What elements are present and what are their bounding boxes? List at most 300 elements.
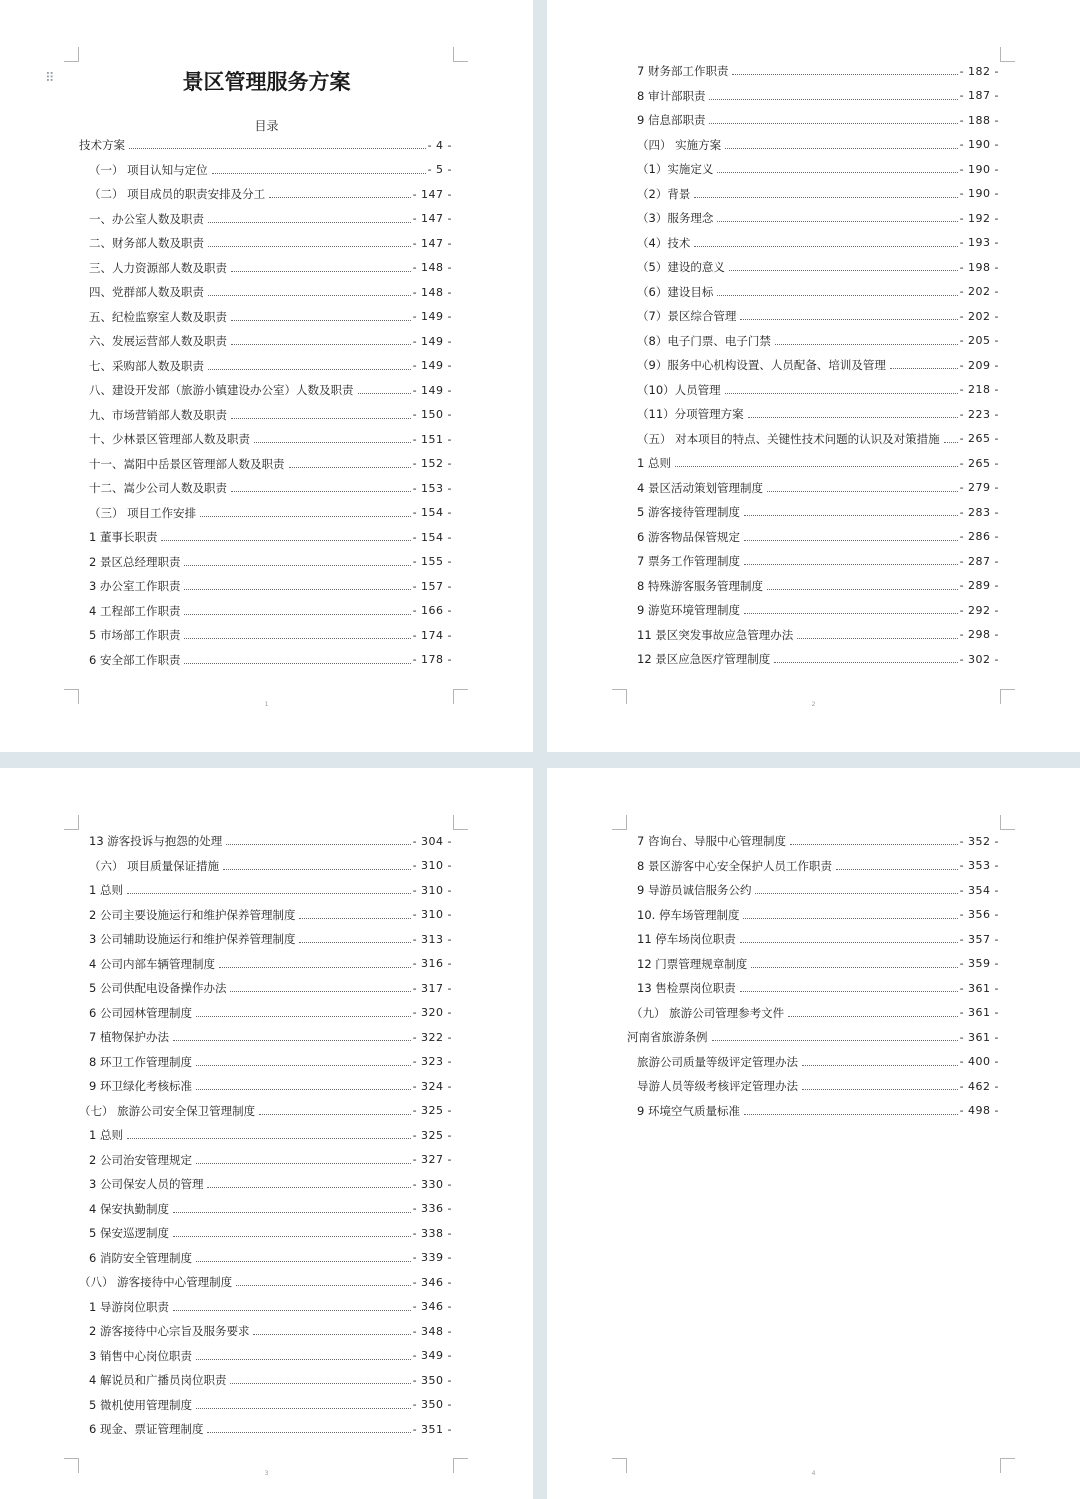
toc-entry-title: 4 保安执勤制度: [89, 1201, 169, 1216]
toc-dot-leader: [712, 1039, 958, 1041]
page-number: 3: [264, 1470, 269, 1477]
toc-entry-page: - 265 -: [959, 432, 999, 445]
toc-entry-page: - 187 -: [959, 89, 999, 102]
toc-entry[interactable]: [637, 624, 999, 646]
toc-entry-page: - 265 -: [959, 456, 999, 470]
toc-entry-page: - 178 -: [412, 653, 452, 666]
toc-entry[interactable]: [89, 600, 452, 622]
toc-entry-title: （9）服务中心机构设置、人员配备、培训及管理: [637, 358, 886, 372]
toc-entry-page: - 349 -: [412, 1349, 452, 1362]
toc-entry-title: 8 审计部职责: [637, 88, 706, 103]
toc-entry[interactable]: [89, 928, 452, 950]
toc-entry-page: - 353 -: [959, 859, 999, 872]
toc-entry[interactable]: [637, 904, 999, 926]
toc-dot-leader: [774, 661, 957, 663]
toc-entry[interactable]: [89, 1296, 452, 1318]
toc-entry-title: （三） 项目工作安排: [89, 505, 197, 520]
toc-entry-title: （7）景区综合管理: [637, 309, 737, 323]
margin-corner-mark: [612, 815, 627, 830]
toc-dot-leader: [717, 220, 957, 222]
toc-entry-title: 3 公司辅助设施运行和维护保养管理制度: [89, 932, 296, 946]
toc-entry[interactable]: [637, 1051, 999, 1073]
toc-entry[interactable]: [89, 830, 452, 852]
toc-dot-leader: [196, 1162, 411, 1164]
toc-entry[interactable]: [89, 1345, 452, 1367]
toc-entry[interactable]: [637, 648, 999, 670]
toc-dot-leader: [802, 1064, 958, 1066]
toc-entry[interactable]: [89, 649, 452, 671]
toc-dot-leader: [740, 990, 958, 992]
toc-entry-page: - 327 -: [412, 1153, 452, 1166]
margin-corner-mark: [1000, 815, 1015, 830]
toc-entry-page: - 287 -: [959, 554, 999, 568]
toc-entry-page: - 283 -: [959, 505, 999, 519]
toc-entry[interactable]: [89, 477, 452, 499]
toc-entry[interactable]: [637, 403, 999, 425]
toc-entry[interactable]: [89, 330, 452, 352]
toc-entry-title: （五） 对本项目的特点、关键性技术问题的认识及对策措施: [637, 431, 940, 446]
toc-entry-page: - 302 -: [959, 652, 999, 666]
toc-entry-title: 1 总则: [89, 883, 123, 897]
toc-entry-title: 1 总则: [89, 1128, 123, 1142]
toc-entry-title: 9 环卫绿化考核标准: [89, 1079, 192, 1093]
toc-entry-title: 7 票务工作管理制度: [637, 554, 740, 568]
toc-entry[interactable]: [637, 526, 999, 548]
toc-entry-title: 6 游客物品保管规定: [637, 529, 740, 544]
toc-entry-title: 4 公司内部车辆管理制度: [89, 956, 215, 971]
toc-dot-leader: [231, 490, 411, 492]
toc-entry-page: - 279 -: [959, 481, 999, 494]
toc-dot-leader: [743, 917, 957, 919]
toc-dot-leader: [208, 368, 411, 370]
document-page-2: [547, 0, 1080, 752]
toc-entry-title: （2）背景: [637, 186, 691, 201]
toc-dot-leader: [744, 539, 958, 541]
toc-entry-title: （九） 旅游公司管理参考文件: [631, 1005, 785, 1020]
toc-entry-page: - 154 -: [412, 530, 452, 544]
toc-entry[interactable]: [89, 404, 452, 426]
toc-dot-leader: [694, 196, 957, 198]
toc-dot-leader: [230, 1382, 410, 1384]
toc-entry-page: - 352 -: [959, 834, 999, 848]
toc-entry-page: - 149 -: [412, 310, 452, 323]
toc-entry[interactable]: [89, 1418, 452, 1440]
toc-dot-leader: [208, 294, 411, 296]
toc-entry[interactable]: [89, 526, 452, 548]
toc-entry[interactable]: [89, 232, 452, 254]
toc-entry[interactable]: [631, 1002, 999, 1024]
drag-handle-icon[interactable]: ⠿: [45, 71, 54, 86]
toc-entry-title: （一） 项目认知与定位: [89, 162, 208, 177]
toc-entry-page: - 325 -: [412, 1128, 452, 1142]
toc-entry-page: - 336 -: [412, 1202, 452, 1215]
toc-entry-title: （二） 项目成员的职责安排及分工: [89, 187, 266, 201]
toc-entry-title: 12 景区应急医疗管理制度: [637, 652, 771, 666]
toc-entry[interactable]: [89, 575, 452, 597]
toc-entry-page: - 348 -: [412, 1324, 452, 1338]
toc-entry[interactable]: [89, 1149, 452, 1171]
toc-entry[interactable]: [89, 1369, 452, 1391]
toc-entry[interactable]: [89, 183, 452, 205]
toc-entry-page: - 498 -: [959, 1104, 999, 1117]
toc-dot-leader: [236, 1284, 410, 1286]
toc-entry-page: - 182 -: [959, 64, 999, 78]
toc-entry-title: 2 景区总经理职责: [89, 554, 181, 569]
toc-entry-page: - 354 -: [959, 883, 999, 897]
toc-dot-leader: [694, 245, 957, 247]
toc-entry[interactable]: [637, 928, 999, 950]
toc-entry-page: - 361 -: [959, 1030, 999, 1044]
toc-entry-title: 4 解说员和广播员岗位职责: [89, 1373, 227, 1387]
toc-entry[interactable]: [637, 855, 999, 877]
toc-entry-title: 河南省旅游条例: [627, 1030, 708, 1044]
toc-dot-leader: [732, 73, 957, 75]
toc-entry[interactable]: [89, 355, 452, 377]
toc-dot-leader: [725, 147, 957, 149]
toc-entry-title: 11 停车场岗位职责: [637, 932, 736, 946]
toc-entry-page: - 205 -: [959, 334, 999, 347]
toc-entry-page: - 324 -: [412, 1079, 452, 1093]
toc-entry[interactable]: [637, 183, 999, 205]
toc-entry[interactable]: [637, 1100, 999, 1122]
toc-entry[interactable]: [89, 1198, 452, 1220]
toc-entry[interactable]: [89, 379, 452, 401]
toc-dot-leader: [944, 441, 958, 443]
toc-entry-page: - 304 -: [412, 834, 452, 848]
toc-entry-page: - 198 -: [959, 260, 999, 274]
toc-entry[interactable]: [637, 207, 999, 229]
toc-entry-page: - 174 -: [412, 628, 452, 642]
toc-entry-page: - 209 -: [959, 358, 999, 372]
toc-entry[interactable]: [637, 232, 999, 254]
toc-entry[interactable]: [89, 208, 452, 230]
toc-entry-page: - 286 -: [959, 530, 999, 543]
toc-entry[interactable]: [89, 953, 452, 975]
toc-entry-page: - 149 -: [412, 383, 452, 397]
toc-dot-leader: [744, 1113, 958, 1115]
toc-entry-title: 9 导游员诚信服务公约: [637, 883, 752, 897]
toc-dot-leader: [200, 515, 410, 517]
toc-entry[interactable]: [89, 453, 452, 475]
toc-dot-leader: [208, 221, 411, 223]
toc-entry[interactable]: [637, 477, 999, 499]
toc-entry-title: 六、发展运营部人数及职责: [89, 334, 227, 348]
toc-entry-page: - 152 -: [412, 457, 452, 470]
toc-entry[interactable]: [89, 428, 452, 450]
toc-dot-leader: [890, 367, 958, 369]
toc-entry-page: - 361 -: [959, 1006, 999, 1019]
toc-entry-page: - 149 -: [412, 334, 452, 348]
toc-dot-leader: [184, 564, 410, 566]
toc-entry-title: 2 游客接待中心宗旨及服务要求: [89, 1324, 250, 1338]
toc-dot-leader: [740, 318, 957, 320]
toc-entry-page: - 153 -: [412, 481, 452, 495]
toc-entry-page: - 359 -: [959, 957, 999, 970]
toc-entry-page: - 292 -: [959, 603, 999, 617]
toc-entry[interactable]: [89, 879, 452, 901]
toc-dot-leader: [748, 416, 958, 418]
toc-dot-leader: [173, 1309, 411, 1311]
toc-entry[interactable]: [89, 1051, 452, 1073]
toc-entry-page: - 166 -: [412, 604, 452, 617]
toc-dot-leader: [127, 892, 411, 894]
toc-entry[interactable]: [637, 452, 999, 474]
toc-entry[interactable]: [637, 977, 999, 999]
toc-entry-page: - 339 -: [412, 1251, 452, 1264]
toc-dot-leader: [208, 245, 411, 247]
toc-entry-title: 1 董事长职责: [89, 530, 158, 544]
toc-entry-page: - 356 -: [959, 908, 999, 921]
toc-entry[interactable]: [637, 330, 999, 352]
margin-corner-mark: [453, 815, 468, 830]
toc-entry-page: - 188 -: [959, 113, 999, 127]
toc-entry-title: 3 公司保安人员的管理: [89, 1177, 204, 1191]
toc-entry[interactable]: [89, 1002, 452, 1024]
toc-dot-leader: [173, 1235, 411, 1237]
toc-entry-title: 5 保安巡逻制度: [89, 1226, 169, 1240]
toc-entry[interactable]: [89, 977, 452, 999]
toc-dot-leader: [173, 1211, 411, 1213]
toc-entry[interactable]: [79, 134, 452, 156]
toc-entry-page: - 151 -: [412, 432, 452, 446]
toc-entry-page: - 202 -: [959, 285, 999, 298]
toc-dot-leader: [184, 662, 410, 664]
toc-entry-title: 4 工程部工作职责: [89, 603, 181, 618]
toc-entry-page: - 202 -: [959, 309, 999, 323]
toc-dot-leader: [196, 1088, 411, 1090]
toc-entry[interactable]: [89, 624, 452, 646]
toc-entry-title: 5 微机使用管理制度: [89, 1397, 192, 1412]
toc-entry-title: 一、办公室人数及职责: [89, 211, 204, 226]
toc-entry-page: - 351 -: [412, 1422, 452, 1436]
toc-entry-title: 7 植物保护办法: [89, 1030, 169, 1044]
toc-entry-page: - 148 -: [412, 285, 452, 299]
toc-dot-leader: [184, 588, 410, 590]
toc-entry-title: （6）建设目标: [637, 284, 714, 299]
toc-entry-title: 8 景区游客中心安全保护人员工作职责: [637, 858, 832, 873]
toc-entry[interactable]: [89, 1026, 452, 1048]
toc-entry-title: 8 特殊游客服务管理制度: [637, 578, 763, 593]
toc-entry-page: - 192 -: [959, 211, 999, 225]
toc-entry-title: 2 公司治安管理规定: [89, 1152, 192, 1167]
toc-dot-leader: [740, 941, 958, 943]
toc-entry[interactable]: [79, 1271, 452, 1293]
toc-entry-page: - 5 -: [427, 163, 452, 176]
toc-entry-title: 12 门票管理规章制度: [637, 956, 748, 971]
toc-entry[interactable]: [89, 257, 452, 279]
toc-entry-page: - 298 -: [959, 628, 999, 641]
toc-entry-title: 9 信息部职责: [637, 113, 706, 127]
toc-entry-page: - 147 -: [412, 236, 452, 250]
toc-entry[interactable]: [637, 575, 999, 597]
toc-entry-title: 1 总则: [637, 456, 671, 470]
toc-entry[interactable]: [637, 281, 999, 303]
toc-entry[interactable]: [637, 599, 999, 621]
toc-entry-page: - 310 -: [412, 859, 452, 872]
toc-entry-page: - 149 -: [412, 359, 452, 372]
toc-entry-title: 9 环境空气质量标准: [637, 1103, 740, 1118]
margin-corner-mark: [64, 47, 79, 62]
toc-entry[interactable]: [89, 1075, 452, 1097]
toc-entry-title: 5 公司供配电设备操作办法: [89, 981, 227, 995]
toc-entry-page: - 322 -: [412, 1030, 452, 1044]
toc-dot-leader: [836, 868, 958, 870]
toc-entry[interactable]: [637, 85, 999, 107]
toc-dot-leader: [231, 270, 411, 272]
toc-entry[interactable]: [637, 354, 999, 376]
toc-entry-page: - 350 -: [412, 1373, 452, 1387]
toc-dot-leader: [790, 843, 958, 845]
document-page-3: [0, 768, 533, 1499]
toc-entry[interactable]: [627, 1026, 999, 1048]
toc-entry[interactable]: [89, 1124, 452, 1146]
toc-entry[interactable]: [89, 306, 452, 328]
toc-entry[interactable]: [637, 256, 999, 278]
toc-entry-title: 三、人力资源部人数及职责: [89, 260, 227, 275]
toc-entry[interactable]: [637, 501, 999, 523]
toc-entry-page: - 310 -: [412, 908, 452, 921]
toc-entry-page: - 147 -: [412, 187, 452, 201]
toc-entry-title: 6 现金、票证管理制度: [89, 1422, 204, 1436]
toc-entry[interactable]: [89, 1320, 452, 1342]
toc-entry-page: - 350 -: [412, 1398, 452, 1411]
toc-entry-title: 十二、嵩少公司人数及职责: [89, 481, 227, 495]
toc-dot-leader: [709, 122, 957, 124]
toc-entry[interactable]: [89, 502, 452, 524]
toc-entry-page: - 361 -: [959, 981, 999, 995]
toc-entry[interactable]: [79, 1100, 452, 1122]
toc-dot-leader: [230, 990, 410, 992]
toc-entry-title: （七） 旅游公司安全保卫管理制度: [79, 1103, 256, 1118]
toc-dot-leader: [196, 1064, 411, 1066]
toc-entry-title: 7 咨询台、导服中心管理制度: [637, 834, 786, 848]
document-title: 景区管理服务方案: [182, 69, 351, 94]
toc-entry[interactable]: [637, 550, 999, 572]
toc-entry[interactable]: [89, 1173, 452, 1195]
toc-entry-title: 旅游公司质量等级评定管理办法: [637, 1054, 798, 1069]
toc-entry[interactable]: [637, 953, 999, 975]
toc-dot-leader: [744, 612, 958, 614]
toc-entry[interactable]: [89, 1394, 452, 1416]
toc-dot-leader: [231, 417, 411, 419]
toc-entry-page: - 190 -: [959, 187, 999, 200]
margin-corner-mark: [1000, 47, 1015, 62]
toc-entry[interactable]: [89, 281, 452, 303]
toc-entry-page: - 190 -: [959, 138, 999, 151]
toc-dot-leader: [196, 1407, 411, 1409]
toc-dot-leader: [231, 343, 411, 345]
toc-entry[interactable]: [637, 60, 999, 82]
toc-dot-leader: [358, 392, 411, 394]
toc-dot-leader: [767, 588, 958, 590]
toc-dot-leader: [161, 539, 410, 541]
toc-entry[interactable]: [637, 158, 999, 180]
toc-dot-leader: [207, 1431, 410, 1433]
toc-entry-title: 四、党群部人数及职责: [89, 285, 204, 299]
toc-entry-page: - 320 -: [412, 1006, 452, 1019]
toc-entry-page: - 157 -: [412, 579, 452, 593]
toc-entry-page: - 325 -: [412, 1104, 452, 1117]
toc-entry-title: 3 办公室工作职责: [89, 579, 181, 593]
toc-dot-leader: [223, 868, 410, 870]
toc-entry-title: （八） 游客接待中心管理制度: [79, 1275, 233, 1289]
toc-dot-leader: [269, 196, 410, 198]
toc-dot-leader: [802, 1088, 958, 1090]
toc-entry-title: 7 财务部工作职责: [637, 64, 729, 78]
toc-entry[interactable]: [637, 1075, 999, 1097]
toc-dot-leader: [729, 269, 958, 271]
toc-entry[interactable]: [89, 904, 452, 926]
toc-entry-page: - 357 -: [959, 932, 999, 946]
toc-entry-page: - 316 -: [412, 957, 452, 970]
toc-entry[interactable]: [89, 1222, 452, 1244]
toc-entry[interactable]: [637, 428, 999, 450]
toc-entry[interactable]: [637, 830, 999, 852]
toc-entry-page: - 462 -: [959, 1079, 999, 1093]
page-number: 2: [811, 701, 816, 708]
toc-entry-page: - 330 -: [412, 1177, 452, 1191]
toc-entry-page: - 310 -: [412, 883, 452, 897]
toc-entry-title: 技术方案: [79, 138, 125, 152]
toc-dot-leader: [231, 319, 411, 321]
toc-entry-title: （5）建设的意义: [637, 260, 725, 274]
toc-entry-title: 十、少林景区管理部人数及职责: [89, 432, 250, 446]
toc-dot-leader: [675, 465, 958, 467]
toc-entry[interactable]: [637, 379, 999, 401]
toc-dot-leader: [259, 1113, 410, 1115]
toc-entry-title: （8）电子门票、电子门禁: [637, 333, 771, 348]
toc-entry[interactable]: [637, 109, 999, 131]
toc-entry[interactable]: [89, 855, 452, 877]
toc-dot-leader: [196, 1358, 411, 1360]
toc-entry-page: - 155 -: [412, 555, 452, 568]
toc-entry-title: 导游人员等级考核评定管理办法: [637, 1079, 798, 1093]
page-number: 4: [811, 1470, 816, 1477]
toc-entry[interactable]: [637, 134, 999, 156]
toc-dot-leader: [219, 966, 411, 968]
toc-entry-page: - 317 -: [412, 981, 452, 995]
toc-entry-title: 5 游客接待管理制度: [637, 505, 740, 519]
toc-entry-title: 五、纪检监察室人数及职责: [89, 309, 227, 324]
toc-dot-leader: [299, 941, 410, 943]
toc-entry-page: - 190 -: [959, 162, 999, 176]
toc-entry-page: - 346 -: [412, 1275, 452, 1289]
toc-dot-leader: [744, 514, 958, 516]
toc-entry-title: 13 售检票岗位职责: [637, 981, 736, 995]
toc-entry-title: 九、市场营销部人数及职责: [89, 407, 227, 422]
toc-entry[interactable]: [89, 1247, 452, 1269]
toc-entry[interactable]: [637, 879, 999, 901]
toc-entry-page: - 223 -: [959, 407, 999, 421]
page-number: 1: [264, 701, 269, 708]
toc-entry-page: - 193 -: [959, 236, 999, 249]
toc-entry-page: - 218 -: [959, 383, 999, 396]
toc-dot-leader: [299, 917, 410, 919]
toc-dot-leader: [717, 294, 957, 296]
toc-entry-title: （4）技术: [637, 235, 691, 250]
toc-dot-leader: [212, 172, 426, 174]
toc-dot-leader: [129, 147, 426, 149]
toc-entry-title: 七、采购部人数及职责: [89, 358, 204, 373]
toc-entry[interactable]: [637, 305, 999, 327]
toc-entry-title: 4 景区活动策划管理制度: [637, 480, 763, 495]
toc-entry[interactable]: [89, 551, 452, 573]
toc-dot-leader: [744, 563, 958, 565]
toc-entry-title: （3）服务理念: [637, 211, 714, 225]
toc-entry[interactable]: [89, 159, 452, 181]
toc-entry-title: （六） 项目质量保证措施: [89, 858, 220, 873]
toc-dot-leader: [289, 466, 411, 468]
